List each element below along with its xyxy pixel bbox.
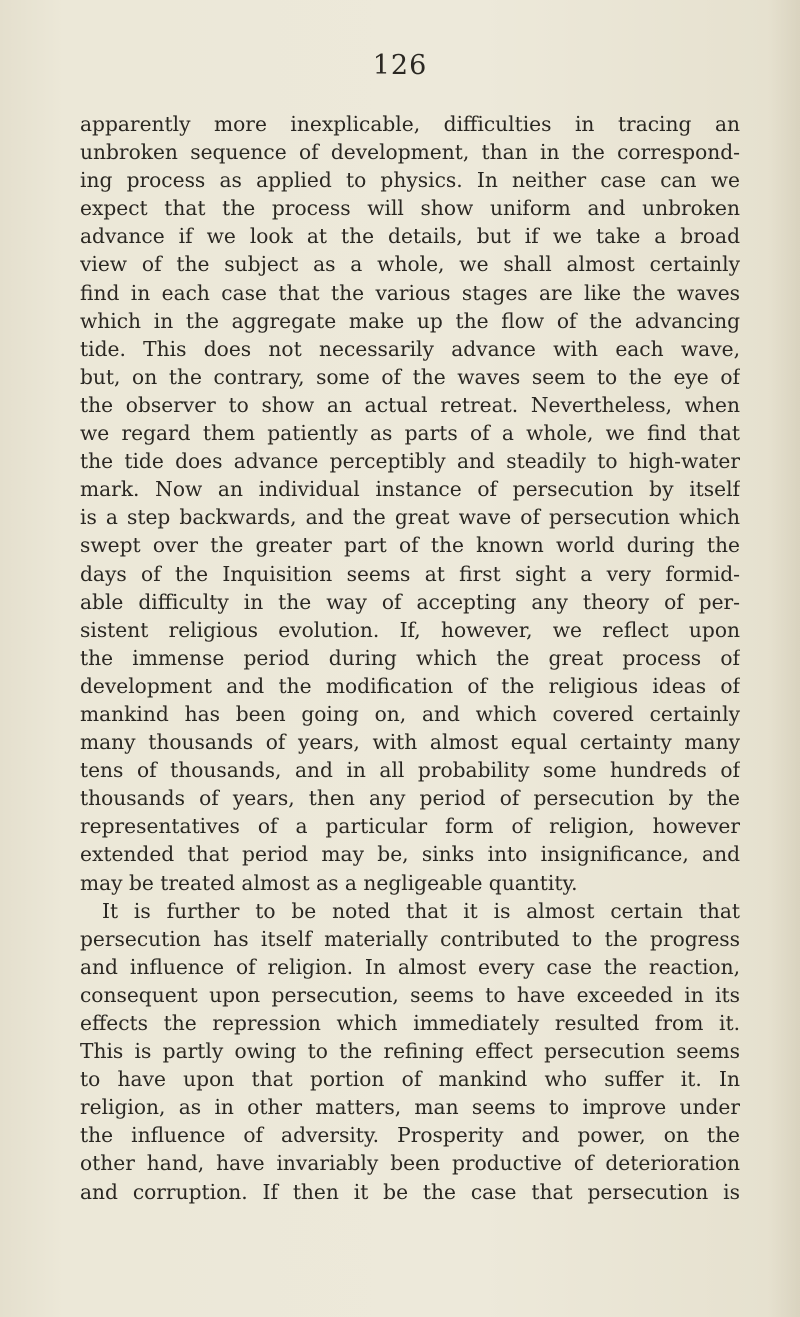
text-line: tens of thousands, and in all probability some hundreds of (80, 758, 740, 783)
text-line: many thousands of years, with almost equal certainty many (80, 730, 740, 755)
text-line: expect that the process will show uniform and unbroken (80, 196, 740, 221)
body-text (80, 110, 740, 1206)
text-line: the observer to show an actual retreat. Nevertheless, when (80, 392, 740, 417)
text-line: advance if we look at the details, but if we take a broad (80, 224, 740, 249)
text-line: other hand, have invariably been productive of deterioration (80, 1151, 740, 1176)
text-line: unbroken sequence of development, than in the correspond- (80, 140, 740, 165)
page-number: 126 (372, 50, 428, 81)
text-line: apparently more inexplicable, difficulties in tracing an (80, 112, 740, 136)
text-line: thousands of years, then any period of persecution by the (80, 786, 740, 811)
text-line: mark. Now an individual instance of persecution by itself (80, 477, 740, 502)
text-line: persecution has itself materially contributed to the progress (80, 926, 740, 951)
paragraph-end-line: may be treated almost as a negligeable quantity. (80, 870, 578, 895)
text-line: find in each case that the various stages are like the waves (80, 280, 740, 305)
text-line: we regard them patiently as parts of a whole, we find that (80, 421, 740, 446)
text-line: tide. This does not necessarily advance with each wave, (80, 336, 740, 361)
text-line: to have upon that portion of mankind who suffer it. In (80, 1067, 740, 1092)
text-line: ing process as applied to physics. In neither case can we (80, 168, 740, 193)
text-line: the immense period during which the great process of (80, 645, 740, 670)
text-line: development and the modification of the religious ideas of (80, 673, 740, 698)
text-line: but, on the contrary, some of the waves seem to the eye of (80, 364, 740, 389)
text-line: is a step backwards, and the great wave of persecution which (80, 505, 740, 530)
text-line: able difficulty in the way of accepting any theory of per- (80, 589, 740, 614)
text-line: consequent upon persecution, seems to have exceeded in its (80, 982, 740, 1007)
text-line: the influence of adversity. Prosperity and power, on the (80, 1123, 740, 1148)
text-line: and influence of religion. In almost every case the reaction, (80, 954, 740, 979)
text-line: extended that period may be, sinks into insignificance, and (80, 842, 740, 867)
text-line: representatives of a particular form of religion, however (80, 814, 740, 839)
text-line: effects the repression which immediately resulted from it. (80, 1011, 740, 1035)
text-line: religion, as in other matters, man seems to improve under (80, 1095, 740, 1120)
text-line: days of the Inquisition seems at first sight a very formid- (80, 561, 740, 586)
paragraph-start-line: It is further to be noted that it is almost certain that (102, 898, 740, 923)
text-line: This is partly owing to the refining effect persecution seems (80, 1039, 740, 1064)
text-line: which in the aggregate make up the flow of the advancing (80, 308, 740, 333)
text-line: the tide does advance perceptibly and steadily to high-water (80, 449, 740, 474)
text-line: mankind has been going on, and which covered certainly (80, 701, 740, 726)
text-line: swept over the greater part of the known world during the (80, 533, 740, 558)
text-line: and corruption. If then it be the case that persecution is (80, 1179, 740, 1204)
text-line: view of the subject as a whole, we shall almost certainly (80, 252, 740, 277)
text-line: sistent religious evolution. If, however, we reflect upon (80, 617, 740, 642)
